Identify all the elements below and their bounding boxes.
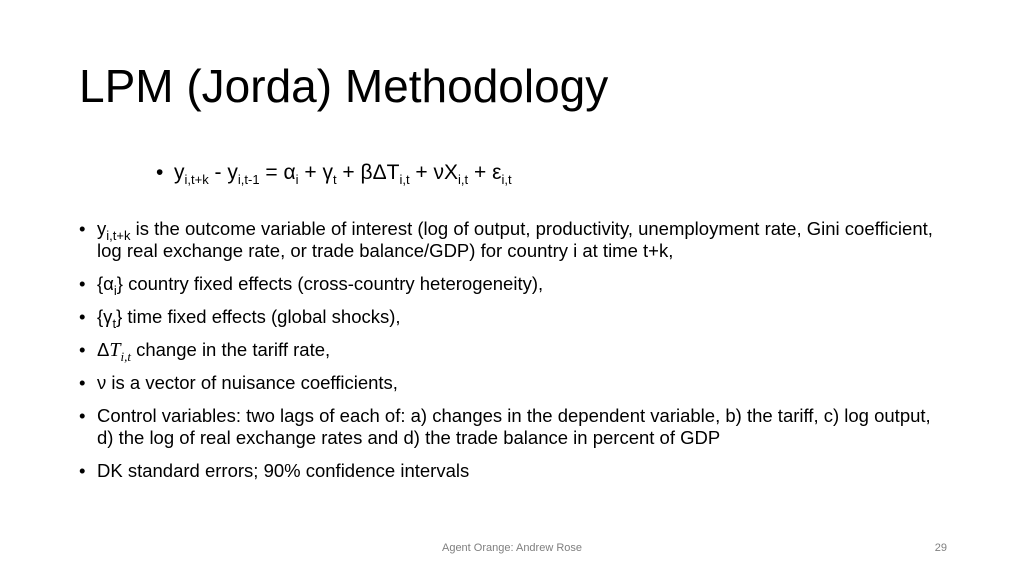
model-equation: • $y_{i,t+k} - y_{i,t-1} = \alpha_i + \gamma_t + \beta\Delta T_{i,t} + \nu X_{i,t} + \varepsilon_{i,t}$ bbox=[156, 158, 512, 188]
bullet: • bbox=[79, 339, 86, 360]
bullet-list bbox=[79, 218, 939, 493]
slide-footer: Agent Orange: Andrew Rose bbox=[441, 542, 583, 554]
bullet-outcome-variable: • $y_{i,t+k}$ is the outcome variable of interest (log of output, productivity, unemployment rate, Gini coefficient, log real exchange rate, or trade balance/GDP) for country i at time t+k, bbox=[79, 218, 933, 261]
bullet-tariff-change: • $\Delta T_{i,t}$ change in the tariff rate, bbox=[79, 339, 331, 364]
bullet: • bbox=[79, 460, 86, 481]
bullet: • bbox=[79, 273, 86, 294]
bullet: • bbox=[79, 372, 86, 393]
bullet-nuisance-coefficients: • ν is a vector of nuisance coefficients, bbox=[79, 372, 398, 393]
bullet-control-variables: • Control variables: two lags of each of: a) changes in the dependent variable, b) the tariff, c) log output, d) the log of real exchange rates and d) the trade balance in percent of GDP bbox=[79, 405, 931, 448]
bullet: • bbox=[79, 306, 86, 327]
bullet: • bbox=[79, 405, 86, 426]
bullet: • bbox=[156, 161, 164, 184]
slide-title: LPM (Jorda) Methodology bbox=[79, 60, 609, 112]
bullet-time-fixed-effects: • $\{\gamma_t\}$ time fixed effects (global shocks), bbox=[79, 306, 401, 331]
page-number: 29 bbox=[934, 542, 947, 554]
bullet: • bbox=[79, 218, 86, 239]
bullet-country-fixed-effects: • $\{\alpha_i\}$ country fixed effects (cross-country heterogeneity), bbox=[79, 273, 544, 298]
bullet-standard-errors: • DK standard errors; 90% confidence intervals bbox=[79, 460, 470, 481]
